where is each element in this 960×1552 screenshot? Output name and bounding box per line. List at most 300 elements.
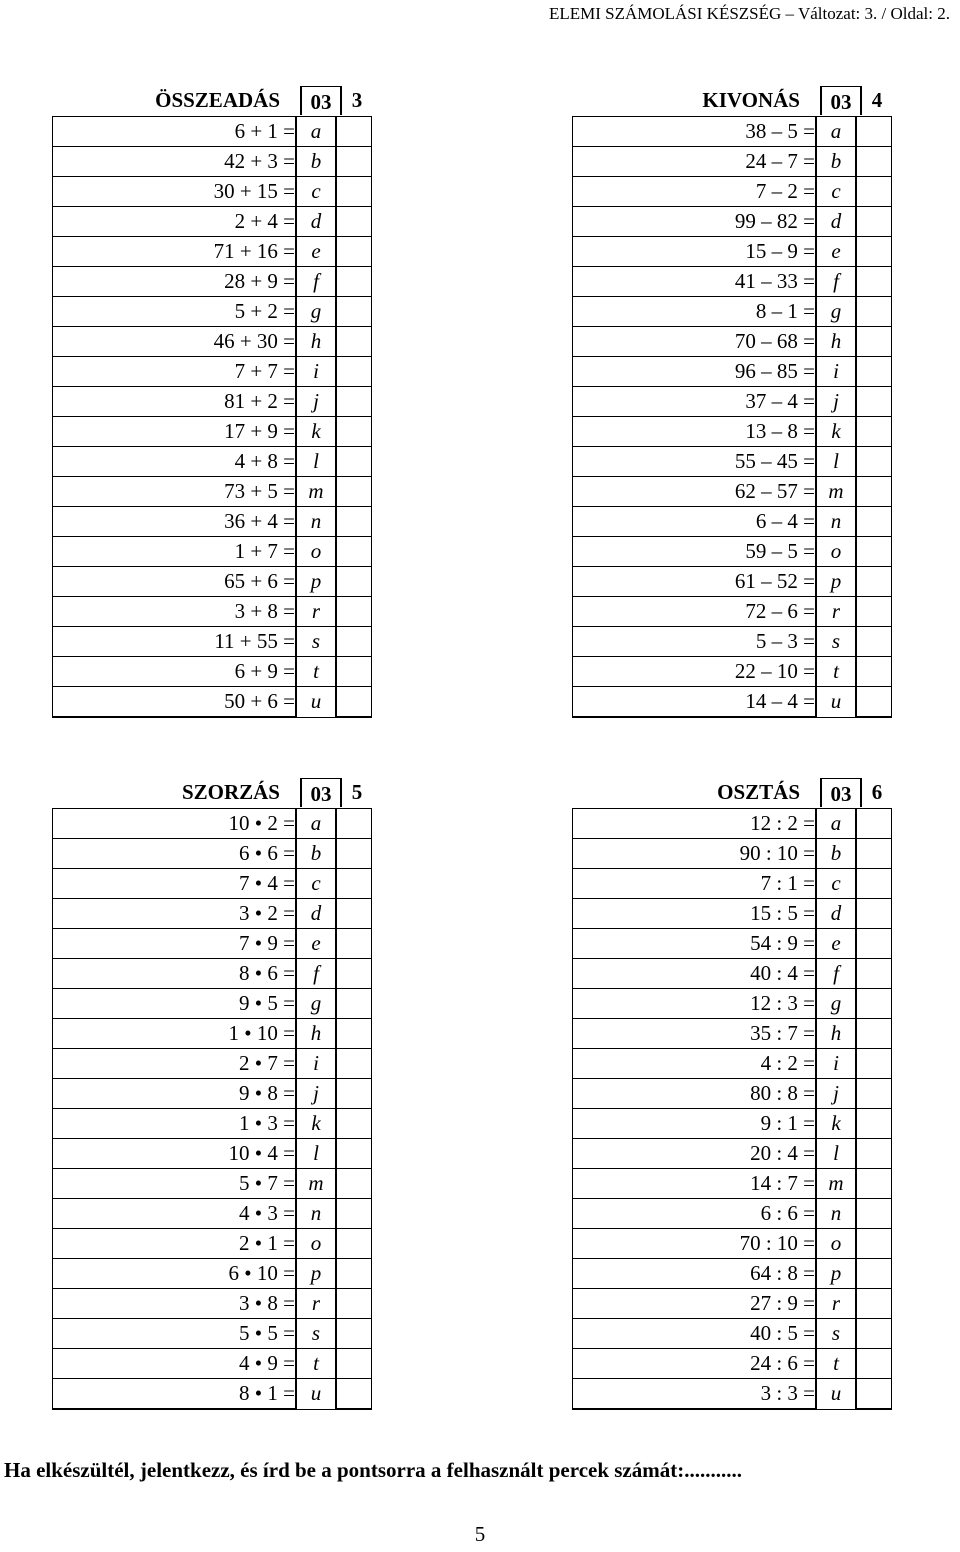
exercise-expression: 2 + 4 = <box>53 207 297 237</box>
answer-letter: r <box>816 597 856 627</box>
exercise-expression: 38 – 5 = <box>573 117 817 147</box>
answer-cell[interactable] <box>336 327 372 357</box>
answer-letter: f <box>816 959 856 989</box>
answer-letter: g <box>296 989 336 1019</box>
answer-cell[interactable] <box>336 839 372 869</box>
exercise-expression: 6 : 6 = <box>573 1199 817 1229</box>
answer-cell[interactable] <box>856 687 892 718</box>
answer-cell[interactable] <box>856 297 892 327</box>
answer-letter: o <box>816 537 856 567</box>
block-number: 5 <box>351 780 363 804</box>
answer-cell[interactable] <box>336 959 372 989</box>
answer-letter: i <box>816 1049 856 1079</box>
answer-letter: g <box>816 989 856 1019</box>
exercise-row <box>53 327 372 357</box>
answer-cell[interactable] <box>336 237 372 267</box>
exercise-expression: 72 – 6 = <box>573 597 817 627</box>
exercise-row <box>573 657 892 687</box>
exercise-table <box>52 116 372 718</box>
answer-letter: d <box>816 207 856 237</box>
exercise-expression: 65 + 6 = <box>53 567 297 597</box>
exercise-expression: 37 – 4 = <box>573 387 817 417</box>
answer-cell[interactable] <box>336 267 372 297</box>
block-number: 3 <box>351 88 363 112</box>
answer-letter: u <box>816 1379 856 1410</box>
answer-cell[interactable] <box>336 1289 372 1319</box>
exercise-row <box>53 1169 372 1199</box>
answer-cell[interactable] <box>856 507 892 537</box>
answer-letter: u <box>816 687 856 718</box>
exercise-row <box>573 929 892 959</box>
exercise-expression: 14 : 7 = <box>573 1169 817 1199</box>
answer-cell[interactable] <box>856 1049 892 1079</box>
answer-letter: k <box>296 1109 336 1139</box>
exercise-row <box>573 1379 892 1410</box>
answer-cell[interactable] <box>336 297 372 327</box>
answer-letter: s <box>296 627 336 657</box>
page-number: 5 <box>474 1522 486 1546</box>
answer-cell[interactable] <box>856 1079 892 1109</box>
answer-cell[interactable] <box>336 117 372 147</box>
answer-letter: f <box>816 267 856 297</box>
answer-letter: j <box>296 1079 336 1109</box>
answer-letter: c <box>816 177 856 207</box>
exercise-row <box>53 1109 372 1139</box>
answer-cell[interactable] <box>336 627 372 657</box>
answer-cell[interactable] <box>336 1169 372 1199</box>
answer-cell[interactable] <box>336 1019 372 1049</box>
exercise-expression: 9 • 5 = <box>53 989 297 1019</box>
exercise-expression: 81 + 2 = <box>53 387 297 417</box>
exercise-row <box>573 1319 892 1349</box>
answer-cell[interactable] <box>336 1349 372 1379</box>
answer-letter: u <box>296 687 336 718</box>
answer-cell[interactable] <box>856 387 892 417</box>
exercise-row <box>573 147 892 177</box>
answer-letter: r <box>296 597 336 627</box>
answer-letter: u <box>296 1379 336 1410</box>
answer-cell[interactable] <box>856 627 892 657</box>
exercise-row <box>573 447 892 477</box>
answer-cell[interactable] <box>336 207 372 237</box>
answer-cell[interactable] <box>336 929 372 959</box>
answer-letter: e <box>816 237 856 267</box>
exercise-table <box>572 808 892 1410</box>
answer-letter: d <box>816 899 856 929</box>
exercise-expression: 8 – 1 = <box>573 297 817 327</box>
block-title: SZORZÁS <box>181 780 280 804</box>
answer-cell[interactable] <box>336 567 372 597</box>
exercise-row <box>53 1049 372 1079</box>
answer-cell[interactable] <box>336 597 372 627</box>
exercise-row <box>53 899 372 929</box>
exercise-row <box>573 809 892 839</box>
answer-cell[interactable] <box>336 177 372 207</box>
answer-letter: k <box>816 1109 856 1139</box>
answer-cell[interactable] <box>336 1229 372 1259</box>
answer-cell[interactable] <box>856 357 892 387</box>
answer-cell[interactable] <box>336 899 372 929</box>
answer-letter: a <box>816 117 856 147</box>
answer-cell[interactable] <box>856 567 892 597</box>
answer-cell[interactable] <box>336 387 372 417</box>
answer-letter: b <box>296 839 336 869</box>
answer-letter: e <box>816 929 856 959</box>
answer-cell[interactable] <box>856 1349 892 1379</box>
block-code: 03 <box>820 86 862 115</box>
exercise-row <box>53 117 372 147</box>
exercise-expression: 13 – 8 = <box>573 417 817 447</box>
block-title-row <box>572 86 892 116</box>
answer-letter: b <box>296 147 336 177</box>
answer-letter: f <box>296 959 336 989</box>
answer-letter: t <box>816 657 856 687</box>
exercise-expression: 40 : 5 = <box>573 1319 817 1349</box>
exercise-expression: 50 + 6 = <box>53 687 297 718</box>
answer-cell[interactable] <box>336 1259 372 1289</box>
answer-cell[interactable] <box>856 809 892 839</box>
exercise-expression: 22 – 10 = <box>573 657 817 687</box>
exercise-expression: 41 – 33 = <box>573 267 817 297</box>
answer-letter: p <box>816 567 856 597</box>
block-number: 6 <box>871 780 883 804</box>
answer-letter: h <box>296 1019 336 1049</box>
exercise-row <box>573 297 892 327</box>
exercise-row <box>573 237 892 267</box>
answer-letter: i <box>296 1049 336 1079</box>
answer-cell[interactable] <box>336 989 372 1019</box>
exercise-expression: 35 : 7 = <box>573 1019 817 1049</box>
exercise-row <box>53 839 372 869</box>
exercise-expression: 70 – 68 = <box>573 327 817 357</box>
answer-letter: r <box>296 1289 336 1319</box>
exercise-row <box>573 177 892 207</box>
exercise-row <box>573 1019 892 1049</box>
answer-cell[interactable] <box>336 1109 372 1139</box>
block-number: 4 <box>871 88 883 112</box>
exercise-row <box>573 537 892 567</box>
exercise-expression: 6 • 6 = <box>53 839 297 869</box>
answer-cell[interactable] <box>856 1259 892 1289</box>
exercise-row <box>53 357 372 387</box>
exercise-expression: 61 – 52 = <box>573 567 817 597</box>
exercise-expression: 12 : 2 = <box>573 809 817 839</box>
answer-letter: b <box>816 147 856 177</box>
exercise-row <box>573 627 892 657</box>
exercise-row <box>573 869 892 899</box>
answer-letter: p <box>296 1259 336 1289</box>
answer-letter: h <box>296 327 336 357</box>
answer-letter: b <box>816 839 856 869</box>
exercise-expression: 14 – 4 = <box>573 687 817 718</box>
exercise-row <box>53 387 372 417</box>
exercise-row <box>573 357 892 387</box>
exercise-expression: 5 • 7 = <box>53 1169 297 1199</box>
answer-letter: i <box>816 357 856 387</box>
answer-cell[interactable] <box>856 929 892 959</box>
answer-letter: o <box>296 537 336 567</box>
answer-letter: m <box>296 1169 336 1199</box>
exercise-expression: 6 – 4 = <box>573 507 817 537</box>
exercise-row <box>573 327 892 357</box>
exercise-expression: 1 + 7 = <box>53 537 297 567</box>
answer-cell[interactable] <box>856 417 892 447</box>
exercise-row <box>573 1169 892 1199</box>
answer-cell[interactable] <box>856 869 892 899</box>
answer-cell[interactable] <box>856 237 892 267</box>
answer-cell[interactable] <box>336 1199 372 1229</box>
answer-letter: g <box>296 297 336 327</box>
answer-cell[interactable] <box>336 507 372 537</box>
exercise-expression: 7 • 9 = <box>53 929 297 959</box>
exercise-row <box>53 1229 372 1259</box>
page-header: ELEMI SZÁMOLÁSI KÉSZSÉG – Változat: 3. / Oldal: 2. <box>548 4 950 23</box>
block-code: 03 <box>820 778 862 807</box>
answer-letter: i <box>296 357 336 387</box>
answer-cell[interactable] <box>336 869 372 899</box>
answer-cell[interactable] <box>336 657 372 687</box>
exercise-expression: 20 : 4 = <box>573 1139 817 1169</box>
answer-cell[interactable] <box>336 1319 372 1349</box>
subtraction-block <box>572 86 892 718</box>
answer-cell[interactable] <box>856 327 892 357</box>
answer-cell[interactable] <box>856 1379 892 1410</box>
exercise-expression: 24 : 6 = <box>573 1349 817 1379</box>
exercise-row <box>573 989 892 1019</box>
exercise-table <box>52 808 372 1410</box>
exercise-expression: 5 – 3 = <box>573 627 817 657</box>
exercise-row <box>573 117 892 147</box>
exercise-row <box>53 627 372 657</box>
exercise-expression: 10 • 2 = <box>53 809 297 839</box>
block-code: 03 <box>300 86 342 115</box>
answer-cell[interactable] <box>856 1169 892 1199</box>
answer-letter: h <box>816 327 856 357</box>
answer-cell[interactable] <box>856 147 892 177</box>
exercise-row <box>53 297 372 327</box>
answer-letter: f <box>296 267 336 297</box>
answer-letter: p <box>296 567 336 597</box>
exercise-row <box>573 207 892 237</box>
answer-letter: k <box>816 417 856 447</box>
exercise-row <box>53 869 372 899</box>
answer-cell[interactable] <box>336 417 372 447</box>
answer-cell[interactable] <box>856 477 892 507</box>
exercise-expression: 2 • 1 = <box>53 1229 297 1259</box>
exercise-expression: 1 • 10 = <box>53 1019 297 1049</box>
exercise-table <box>572 116 892 718</box>
answer-cell[interactable] <box>856 207 892 237</box>
answer-letter: m <box>816 477 856 507</box>
exercise-row <box>573 1049 892 1079</box>
answer-letter: k <box>296 417 336 447</box>
answer-cell[interactable] <box>336 357 372 387</box>
answer-cell[interactable] <box>856 839 892 869</box>
exercise-row <box>573 597 892 627</box>
exercise-expression: 99 – 82 = <box>573 207 817 237</box>
answer-letter: a <box>296 809 336 839</box>
answer-cell[interactable] <box>856 1229 892 1259</box>
exercise-expression: 12 : 3 = <box>573 989 817 1019</box>
answer-letter: j <box>296 387 336 417</box>
answer-cell[interactable] <box>336 537 372 567</box>
answer-letter: l <box>816 1139 856 1169</box>
exercise-expression: 3 : 3 = <box>573 1379 817 1410</box>
exercise-row <box>53 447 372 477</box>
answer-letter: s <box>296 1319 336 1349</box>
exercise-expression: 8 • 6 = <box>53 959 297 989</box>
answer-letter: d <box>296 899 336 929</box>
exercise-expression: 36 + 4 = <box>53 507 297 537</box>
answer-cell[interactable] <box>856 899 892 929</box>
exercise-expression: 40 : 4 = <box>573 959 817 989</box>
answer-cell[interactable] <box>336 147 372 177</box>
exercise-row <box>573 507 892 537</box>
exercise-row <box>573 477 892 507</box>
answer-cell[interactable] <box>856 117 892 147</box>
exercise-row <box>573 387 892 417</box>
block-title: ÖSSZEADÁS <box>155 88 280 112</box>
exercise-row <box>53 1319 372 1349</box>
exercise-expression: 4 • 3 = <box>53 1199 297 1229</box>
answer-cell[interactable] <box>856 1289 892 1319</box>
answer-letter: n <box>296 507 336 537</box>
exercise-expression: 6 • 10 = <box>53 1259 297 1289</box>
exercise-row <box>573 1229 892 1259</box>
completion-instruction: Ha elkészültél, jelentkezz, és írd be a pontsorra a felhasznált percek számát:........... <box>4 1458 742 1482</box>
answer-cell[interactable] <box>856 1109 892 1139</box>
answer-cell[interactable] <box>336 447 372 477</box>
answer-letter: t <box>816 1349 856 1379</box>
answer-letter: e <box>296 237 336 267</box>
answer-letter: t <box>296 657 336 687</box>
exercise-expression: 62 – 57 = <box>573 477 817 507</box>
answer-letter: n <box>816 507 856 537</box>
exercise-expression: 4 + 8 = <box>53 447 297 477</box>
answer-letter: s <box>816 1319 856 1349</box>
exercise-row <box>53 567 372 597</box>
exercise-row <box>53 147 372 177</box>
exercise-row <box>573 267 892 297</box>
answer-cell[interactable] <box>856 1199 892 1229</box>
exercise-expression: 6 + 9 = <box>53 657 297 687</box>
answer-cell[interactable] <box>856 597 892 627</box>
exercise-row <box>53 1289 372 1319</box>
answer-cell[interactable] <box>856 657 892 687</box>
exercise-expression: 96 – 85 = <box>573 357 817 387</box>
answer-letter: m <box>296 477 336 507</box>
exercise-row <box>53 687 372 718</box>
answer-cell[interactable] <box>856 1319 892 1349</box>
exercise-row <box>573 687 892 718</box>
answer-letter: l <box>816 447 856 477</box>
exercise-row <box>53 477 372 507</box>
exercise-expression: 3 + 8 = <box>53 597 297 627</box>
answer-cell[interactable] <box>336 1379 372 1410</box>
exercise-expression: 8 • 1 = <box>53 1379 297 1410</box>
answer-letter: j <box>816 1079 856 1109</box>
answer-letter: g <box>816 297 856 327</box>
exercise-row <box>573 839 892 869</box>
answer-letter: m <box>816 1169 856 1199</box>
answer-cell[interactable] <box>856 537 892 567</box>
exercise-expression: 80 : 8 = <box>573 1079 817 1109</box>
answer-cell[interactable] <box>856 989 892 1019</box>
exercise-expression: 7 • 4 = <box>53 869 297 899</box>
answer-cell[interactable] <box>856 1139 892 1169</box>
exercise-row <box>573 1109 892 1139</box>
exercise-expression: 5 + 2 = <box>53 297 297 327</box>
exercise-row <box>53 237 372 267</box>
answer-letter: l <box>296 1139 336 1169</box>
answer-cell[interactable] <box>336 809 372 839</box>
exercise-row <box>573 1289 892 1319</box>
answer-letter: p <box>816 1259 856 1289</box>
answer-letter: d <box>296 207 336 237</box>
answer-cell[interactable] <box>856 447 892 477</box>
exercise-expression: 4 • 9 = <box>53 1349 297 1379</box>
answer-letter: t <box>296 1349 336 1379</box>
exercise-expression: 70 : 10 = <box>573 1229 817 1259</box>
exercise-row <box>573 899 892 929</box>
answer-cell[interactable] <box>336 1049 372 1079</box>
exercise-row <box>53 809 372 839</box>
division-block <box>572 778 892 1410</box>
exercise-row <box>53 507 372 537</box>
exercise-row <box>53 207 372 237</box>
exercise-expression: 5 • 5 = <box>53 1319 297 1349</box>
exercise-expression: 7 + 7 = <box>53 357 297 387</box>
exercise-row <box>53 989 372 1019</box>
exercise-expression: 24 – 7 = <box>573 147 817 177</box>
answer-letter: a <box>296 117 336 147</box>
exercise-expression: 2 • 7 = <box>53 1049 297 1079</box>
exercise-expression: 11 + 55 = <box>53 627 297 657</box>
exercise-row <box>53 1349 372 1379</box>
answer-letter: a <box>816 809 856 839</box>
exercise-expression: 90 : 10 = <box>573 839 817 869</box>
answer-cell[interactable] <box>856 177 892 207</box>
exercise-row <box>573 959 892 989</box>
exercise-row <box>53 929 372 959</box>
exercise-expression: 27 : 9 = <box>573 1289 817 1319</box>
answer-cell[interactable] <box>336 1079 372 1109</box>
exercise-row <box>53 267 372 297</box>
exercise-expression: 1 • 3 = <box>53 1109 297 1139</box>
answer-cell[interactable] <box>856 959 892 989</box>
exercise-expression: 64 : 8 = <box>573 1259 817 1289</box>
exercise-row <box>573 1139 892 1169</box>
answer-cell[interactable] <box>856 1019 892 1049</box>
answer-cell[interactable] <box>336 687 372 718</box>
answer-cell[interactable] <box>856 267 892 297</box>
exercise-expression: 7 – 2 = <box>573 177 817 207</box>
exercise-row <box>573 567 892 597</box>
exercise-expression: 17 + 9 = <box>53 417 297 447</box>
answer-cell[interactable] <box>336 477 372 507</box>
exercise-expression: 46 + 30 = <box>53 327 297 357</box>
answer-letter: s <box>816 627 856 657</box>
exercise-expression: 7 : 1 = <box>573 869 817 899</box>
exercise-expression: 15 – 9 = <box>573 237 817 267</box>
exercise-expression: 55 – 45 = <box>573 447 817 477</box>
exercise-row <box>53 959 372 989</box>
block-code: 03 <box>300 778 342 807</box>
answer-letter: n <box>296 1199 336 1229</box>
answer-cell[interactable] <box>336 1139 372 1169</box>
exercise-expression: 54 : 9 = <box>573 929 817 959</box>
exercise-row <box>53 1379 372 1410</box>
